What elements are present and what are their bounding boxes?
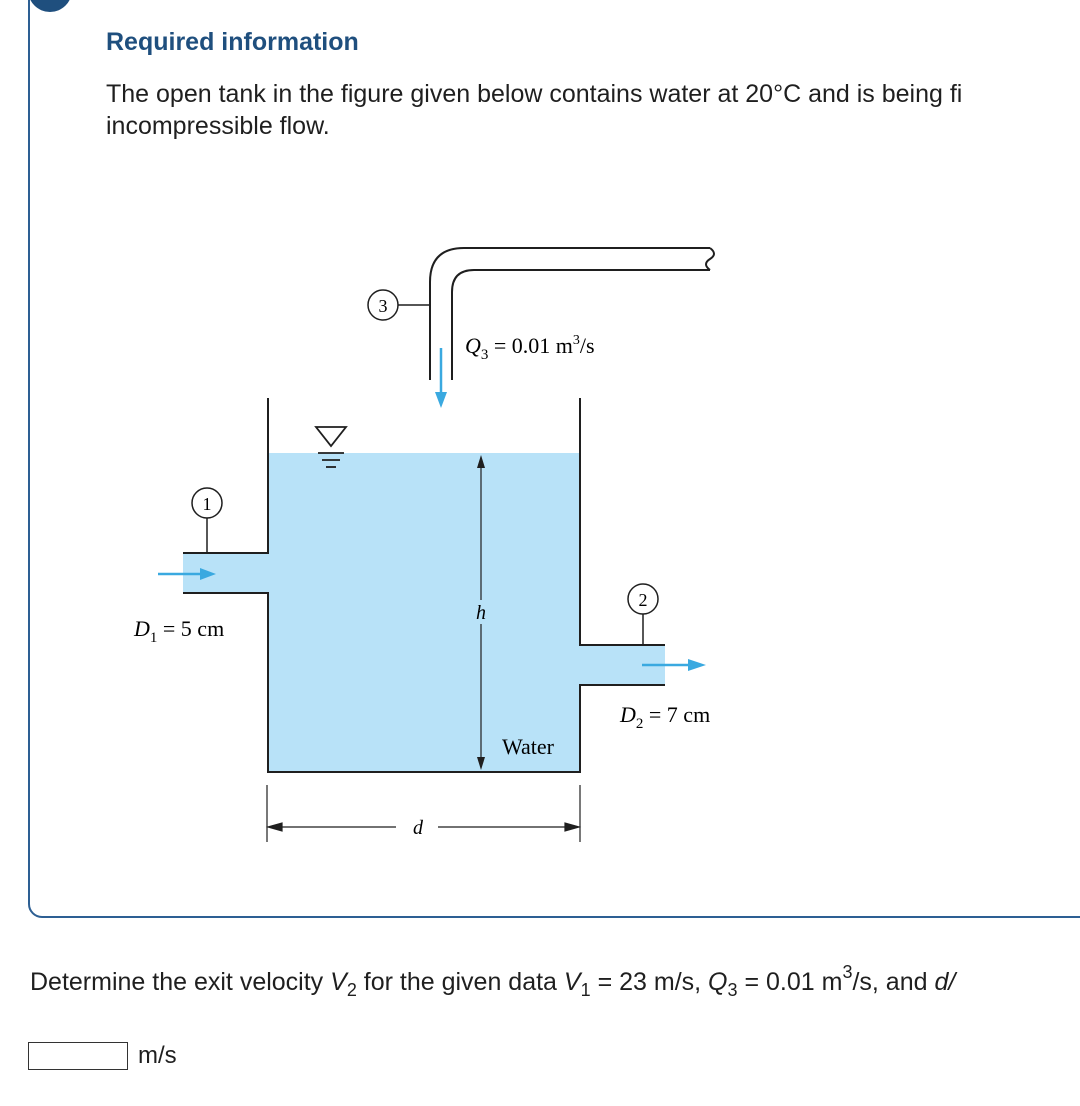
answer-unit: m/s <box>138 1042 177 1069</box>
question-text: Determine the exit velocity $V_2$ for the given data $V_1 = 23$ m/s, $Q_3 = 0.01$ $m^3/s$, and d/ <box>30 962 956 1000</box>
inlet-pipe-3 <box>430 248 714 380</box>
width-dimension <box>267 785 580 842</box>
answer-row <box>28 1042 177 1070</box>
answer-input[interactable] <box>28 1042 128 1070</box>
intro-line-2: incompressible flow. <box>106 112 330 140</box>
water-label: Water <box>502 734 554 759</box>
port-2-marker <box>628 584 658 645</box>
intro-line-1: The open tank in the figure given below contains water at 20°C and is being fi <box>106 80 963 108</box>
port-1-marker <box>192 488 222 553</box>
d2-label: $D_2 = 7$ cm <box>620 702 711 732</box>
q3-label: $Q_3 = 0.01$ $m^3/s$ <box>465 333 595 363</box>
tank-diagram <box>120 235 760 855</box>
required-info-title: Required information <box>106 28 359 56</box>
inflow-arrow-3 <box>430 348 452 408</box>
port-3-marker <box>368 290 430 320</box>
port-1-number: 1 <box>202 494 212 514</box>
d1-label: $D_1 = 5$ cm <box>134 616 225 646</box>
port-2-number: 2 <box>638 590 648 610</box>
water-fill <box>183 453 665 772</box>
h-label: h <box>476 602 486 624</box>
port-3-number: 3 <box>378 296 388 316</box>
intro-text <box>106 78 1080 142</box>
d-label: d <box>413 817 423 839</box>
